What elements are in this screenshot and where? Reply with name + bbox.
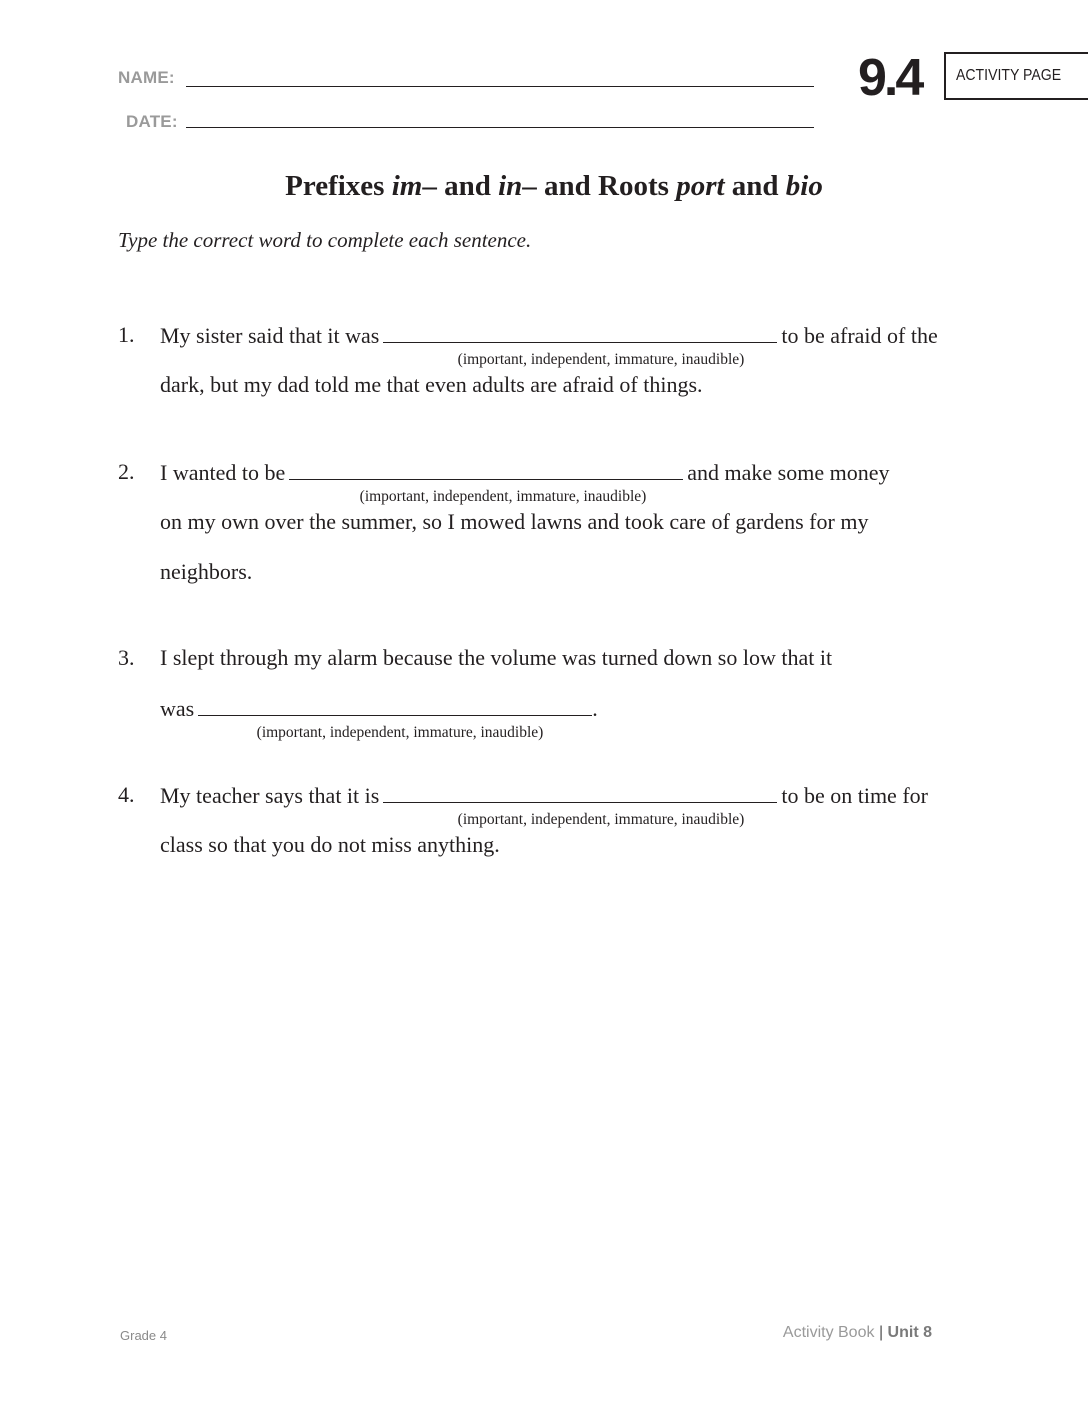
question-number: 4. [118, 782, 135, 807]
question-number: 2. [118, 459, 135, 484]
question-text: and make some money [687, 460, 890, 485]
date-label: DATE: [126, 112, 178, 131]
date-field[interactable] [186, 127, 814, 128]
question-text: I wanted to be [160, 460, 286, 485]
title-prefix-im: im [391, 170, 423, 202]
page-title [0, 170, 1088, 203]
answer-blank-1[interactable] [383, 322, 777, 343]
activity-page-label: ACTIVITY PAGE [956, 67, 1062, 84]
instructions: Type the correct word to complete each sentence. [118, 228, 532, 252]
title-text: – and Roots [522, 170, 677, 202]
word-choices-hint: (important, independent, immature, inaudible) [256, 724, 544, 741]
title-text: – and [422, 170, 499, 202]
footer-book: Activity Book [782, 1324, 875, 1341]
question-2-line-3: neighbors. [160, 559, 253, 584]
question-number: 3. [118, 645, 135, 670]
footer-grade: Grade 4 [120, 1328, 167, 1343]
question-text: . [592, 696, 598, 721]
activity-page-box [944, 52, 1088, 100]
question-text: was [160, 696, 195, 721]
title-root-port: port [676, 170, 725, 202]
name-field[interactable] [186, 86, 814, 87]
footer-separator: | [878, 1324, 884, 1341]
question-text: My teacher says that it is [160, 783, 380, 808]
question-text: My sister said that it was [160, 323, 380, 348]
question-text: to be afraid of the [781, 323, 938, 348]
title-text: Prefixes [285, 170, 392, 202]
title-root-bio: bio [785, 170, 823, 202]
word-choices-hint: (important, independent, immature, inaudible) [359, 488, 647, 505]
answer-blank-4[interactable] [383, 782, 777, 803]
word-choices-hint: (important, independent, immature, inaudible) [457, 811, 745, 828]
page-number: 9.4 [858, 49, 922, 107]
title-prefix-in: in [498, 170, 523, 202]
answer-blank-2[interactable] [289, 459, 683, 480]
question-2-line-2: on my own over the summer, so I mowed lawns and took care of gardens for my [160, 509, 869, 534]
question-3-line-2 [160, 695, 598, 722]
title-text: and [724, 170, 786, 202]
answer-blank-3[interactable] [198, 695, 592, 716]
question-text: to be on time for [781, 783, 928, 808]
question-4-line-1 [160, 782, 928, 809]
question-number: 1. [118, 322, 135, 347]
question-1-line-2: dark, but my dad told me that even adults are afraid of things. [160, 372, 703, 397]
footer-unit: Unit 8 [887, 1324, 932, 1341]
word-choices-hint: (important, independent, immature, inaudible) [457, 351, 745, 368]
question-2-line-1 [160, 459, 889, 486]
question-4-line-2: class so that you do not miss anything. [160, 832, 500, 857]
question-1-line-1 [160, 322, 938, 349]
question-3-line-1: I slept through my alarm because the volume was turned down so low that it [160, 645, 833, 670]
name-label: NAME: [118, 68, 175, 87]
footer-book-info [783, 1324, 932, 1342]
